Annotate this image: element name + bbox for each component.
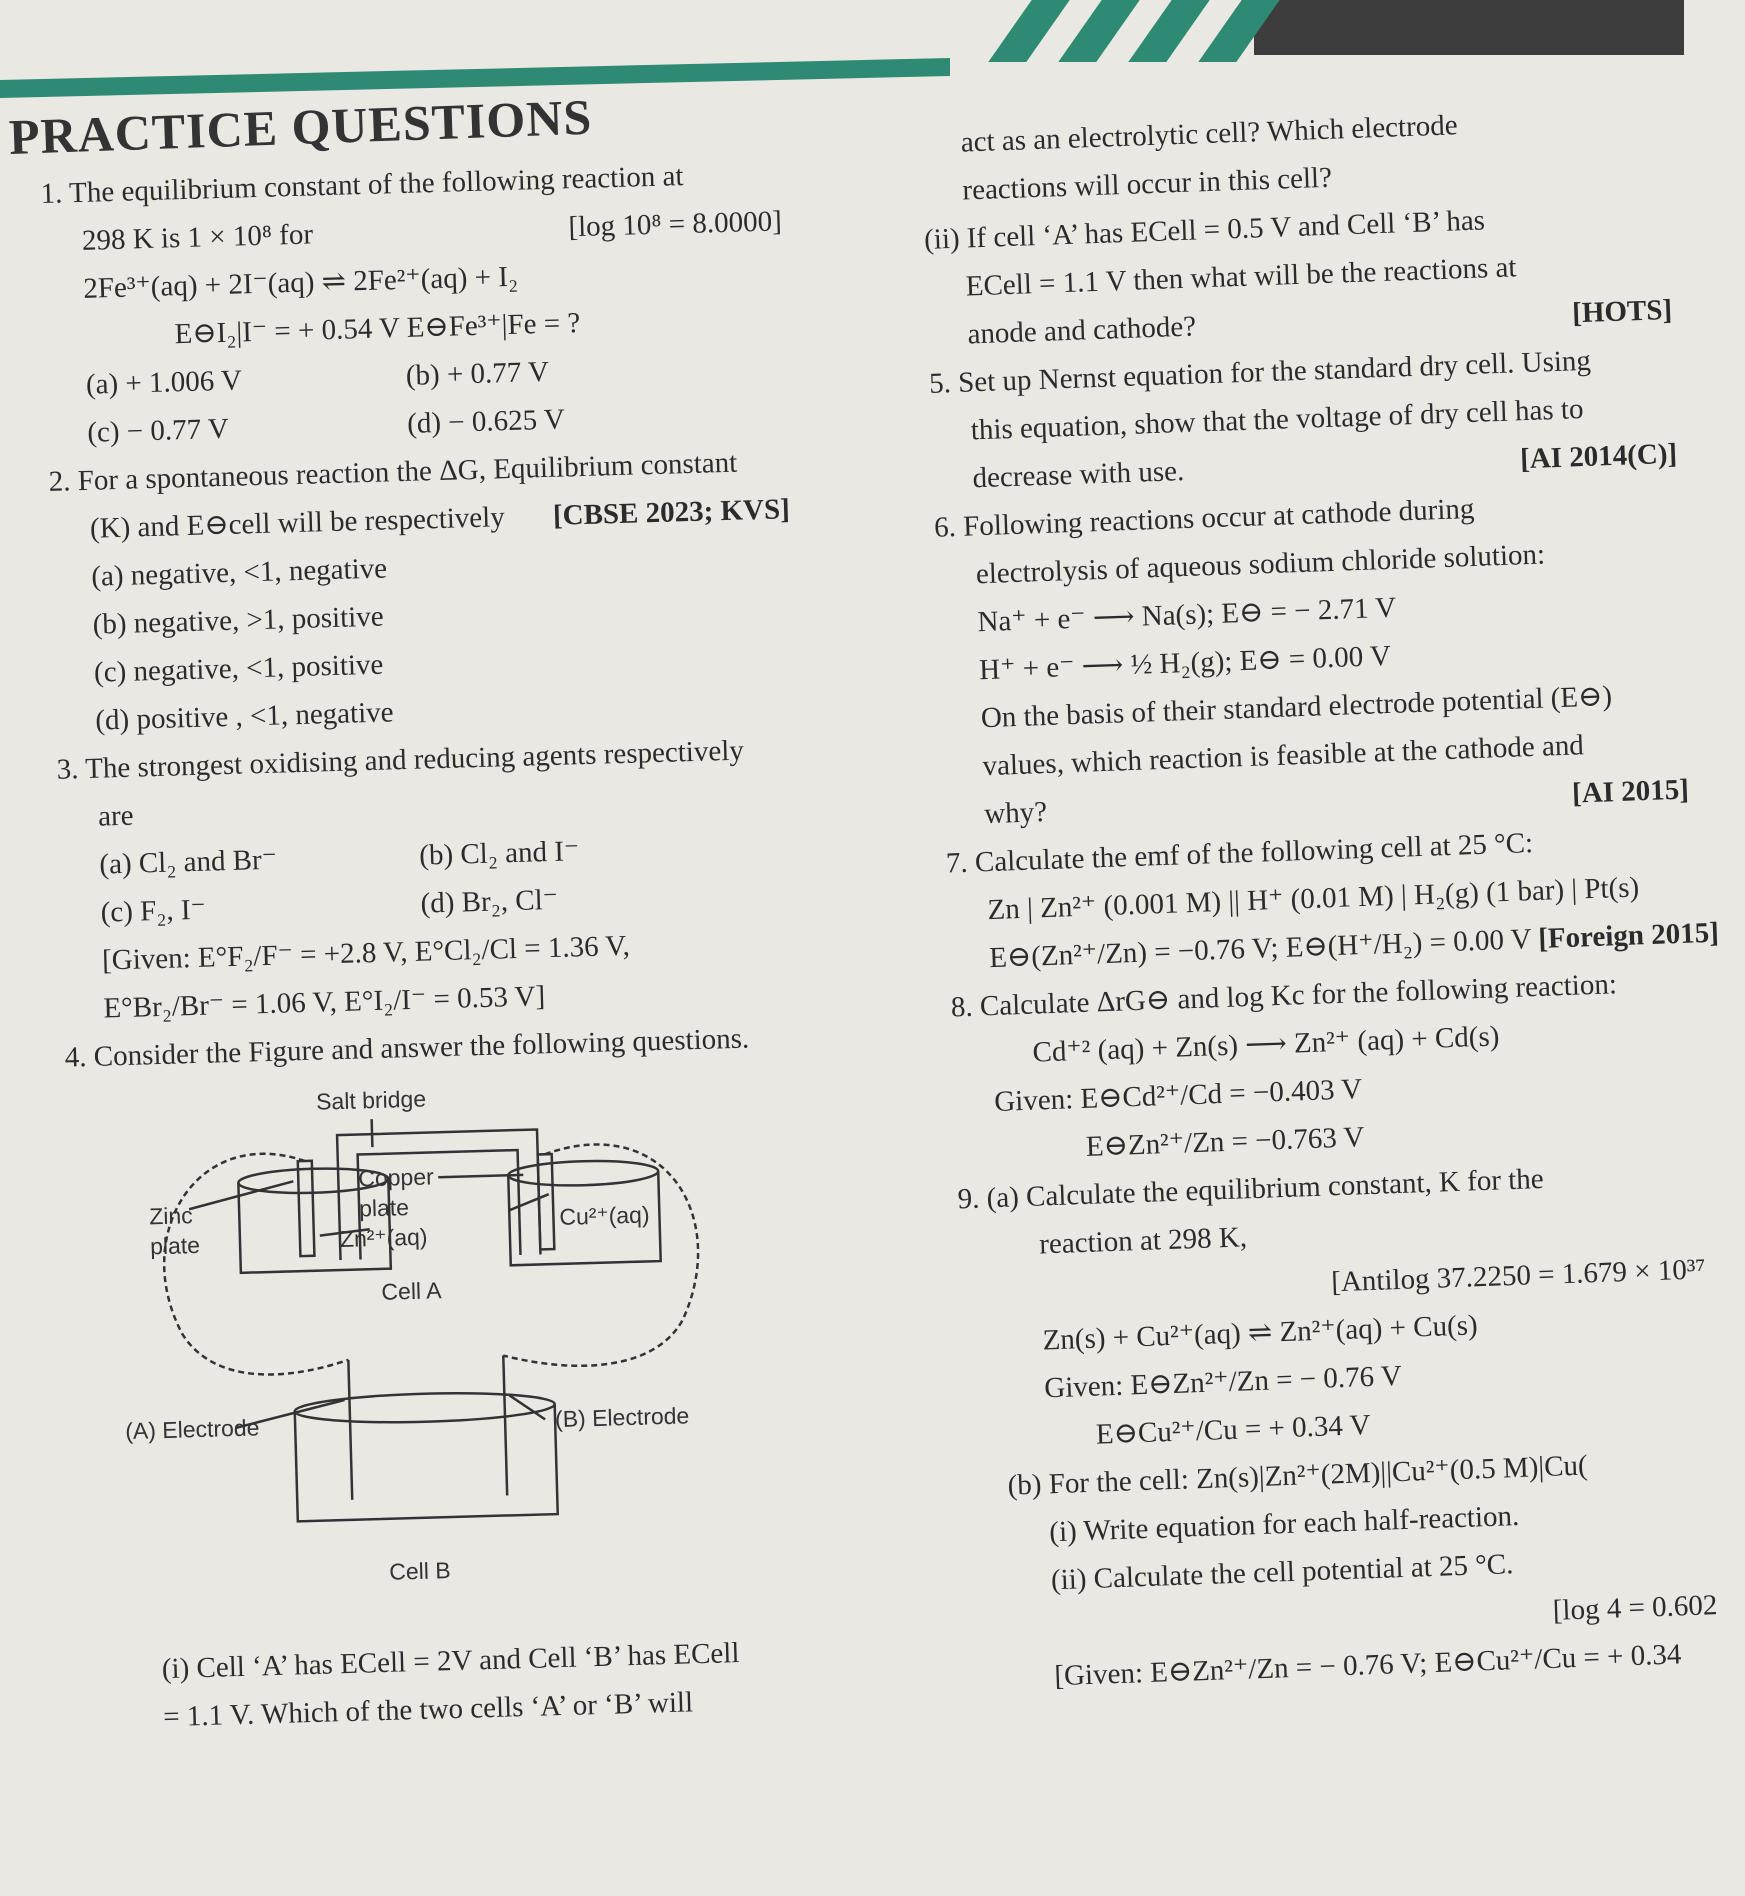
salt-bridge-arrow bbox=[372, 1119, 373, 1147]
hint-text: [log 4 = 0.602 bbox=[1552, 1589, 1718, 1627]
question-text: values, which reaction is feasible at the cathode and bbox=[982, 729, 1585, 783]
given-values: [Given: E°F₂/F⁻ = +2.8 V, E°Cl₂/Cl = 1.36 V, bbox=[101, 929, 631, 977]
page-corner-shadow bbox=[1254, 0, 1684, 55]
label-cu-aq: Cu²⁺(aq) bbox=[559, 1201, 650, 1230]
label-zinc: Zinc bbox=[148, 1202, 194, 1230]
label-salt-bridge: Salt bridge bbox=[315, 1085, 427, 1115]
subquestion-ii: (ii) If cell ‘A’ has ECell = 0.5 V and Cell ‘B’ has bbox=[923, 204, 1486, 256]
question-text: The equilibrium constant of the following reaction at bbox=[68, 160, 684, 210]
option-c: (c) − 0.77 V bbox=[86, 412, 230, 449]
option-d: (d) − 0.625 V bbox=[406, 403, 566, 440]
question-number: 3. bbox=[56, 753, 79, 786]
question-text: why? bbox=[983, 795, 1048, 831]
question-number: 4. bbox=[64, 1041, 87, 1074]
question-5 bbox=[928, 334, 1678, 504]
cell-notation: Zn | Zn²⁺ (0.001 M) || H⁺ (0.01 M) | H₂(g) (1 bar) | Pt(s) bbox=[987, 871, 1640, 927]
source-tag: [CBSE 2023; KVS] bbox=[552, 493, 791, 532]
hint-text: [log 10⁸ = 8.0000] bbox=[568, 205, 783, 244]
right-column bbox=[920, 94, 1720, 1703]
question-text: On the basis of their standard electrode potential (E⊖) bbox=[980, 680, 1613, 735]
label-copper: Copper bbox=[357, 1163, 435, 1192]
zinc-plate bbox=[298, 1161, 315, 1256]
question-number: 5. bbox=[928, 367, 952, 400]
reaction-equation: Cd⁺² (aq) + Zn(s) ⟶ Zn²⁺ (aq) + Cd(s) bbox=[1032, 1020, 1500, 1069]
source-tag: [AI 2014(C)] bbox=[1519, 437, 1678, 476]
cu-aq-arrow bbox=[509, 1194, 549, 1210]
question-text: (a) Calculate the equilibrium constant, K for the bbox=[986, 1162, 1545, 1215]
question-number: 7. bbox=[945, 846, 969, 880]
option-b: (b) negative, >1, positive bbox=[92, 600, 385, 641]
question-text: are bbox=[97, 799, 134, 833]
question-9 bbox=[957, 1149, 1720, 1703]
question-4 bbox=[64, 1013, 824, 1743]
question-text: (K) and E⊖cell will be respectively bbox=[89, 501, 506, 545]
wire-coil-left bbox=[161, 1152, 349, 1378]
source-tag: [Foreign 2015] bbox=[1537, 916, 1720, 955]
question-text: Calculate the emf of the following cell at 25 °C: bbox=[974, 827, 1534, 879]
label-cell-a: Cell A bbox=[381, 1277, 442, 1305]
option-a: (a) negative, <1, negative bbox=[90, 552, 388, 593]
header-stripe bbox=[988, 0, 1069, 62]
copper-plate bbox=[538, 1154, 555, 1249]
electrode-b-rod bbox=[503, 1356, 507, 1496]
option-c: (c) F₂, I⁻ bbox=[100, 893, 207, 929]
electrode-a-rod bbox=[348, 1360, 352, 1500]
question-2 bbox=[48, 437, 796, 746]
subquestion-i: (i) Cell ‘A’ has ECell = 2V and Cell ‘B’ has ECell bbox=[161, 1637, 740, 1686]
electrochemical-cell-figure bbox=[66, 1069, 761, 1648]
subquestion-i-cont: act as an electrolytic cell? Which electrode bbox=[960, 109, 1459, 159]
question-1 bbox=[40, 149, 788, 458]
question-number: 9. bbox=[957, 1182, 980, 1216]
label-zinc-plate: plate bbox=[149, 1231, 201, 1260]
source-tag: [AI 2015] bbox=[1571, 773, 1690, 810]
question-3 bbox=[56, 725, 804, 1034]
header-stripe bbox=[1128, 0, 1209, 62]
given-values: Given: E⊖Cd²⁺/Cd = −0.403 V bbox=[993, 1073, 1363, 1118]
question-text: Following reactions occur at cathode during bbox=[962, 492, 1475, 543]
subquestion-b-i: (i) Write equation for each half-reaction. bbox=[1048, 1499, 1520, 1549]
given-values: E⊖(Zn²⁺/Zn) = −0.76 V; E⊖(H⁺/H₂) = 0.00 V bbox=[988, 923, 1532, 975]
beaker-cell-b-rim bbox=[294, 1390, 555, 1425]
question-text: electrolysis of aqueous sodium chloride solution: bbox=[975, 538, 1546, 591]
question-text: 298 K is 1 × 10⁸ for bbox=[81, 218, 314, 257]
label-electrode-b: (B) Electrode bbox=[554, 1402, 690, 1433]
left-column bbox=[40, 149, 824, 1743]
reaction-equation: Na⁺ + e⁻ ⟶ Na(s); E⊖ = − 2.71 V bbox=[977, 591, 1397, 639]
option-a: (a) Cl₂ and Br⁻ bbox=[98, 843, 278, 881]
question-text: this equation, show that the voltage of dry cell has to bbox=[970, 393, 1584, 447]
question-text: For a spontaneous reaction the ΔG, Equilibrium constant bbox=[77, 446, 738, 498]
option-d: (d) Br₂, Cl⁻ bbox=[420, 883, 559, 920]
subquestion-b-ii: (ii) Calculate the cell potential at 25 °C. bbox=[1050, 1548, 1514, 1597]
given-values: Given: E⊖Zn²⁺/Zn = − 0.76 V bbox=[1043, 1359, 1403, 1405]
given-values: [Given: E⊖Zn²⁺/Zn = − 0.76 V; E⊖Cu²⁺/Cu = + 0.34 bbox=[1053, 1638, 1682, 1693]
header-stripe bbox=[1058, 0, 1139, 62]
section-heading: PRACTICE QUESTIONS bbox=[8, 88, 594, 165]
given-values: E⊖Zn²⁺/Zn = −0.763 V bbox=[1085, 1121, 1365, 1163]
label-zn-aq: Zn²⁺(aq) bbox=[339, 1223, 428, 1253]
subquestion-i-cont: reactions will occur in this cell? bbox=[961, 161, 1333, 207]
label-cell-b: Cell B bbox=[388, 1557, 451, 1585]
question-7 bbox=[945, 814, 1720, 984]
reaction-equation: 2Fe³⁺(aq) + 2I⁻(aq) ⇌ 2Fe²⁺(aq) + I₂ bbox=[82, 260, 519, 305]
beaker-copper-rim bbox=[508, 1159, 659, 1187]
question-text: Calculate ΔrG⊖ and log Kc for the following reaction: bbox=[979, 968, 1618, 1023]
option-c: (c) negative, <1, positive bbox=[93, 648, 384, 689]
question-text: Set up Nernst equation for the standard dry cell. Using bbox=[957, 344, 1592, 399]
source-tag: [HOTS] bbox=[1571, 293, 1673, 330]
question-text: reaction at 298 K, bbox=[1038, 1221, 1248, 1261]
reaction-equation: Zn(s) + Cu²⁺(aq) ⇌ Zn²⁺(aq) + Cu(s) bbox=[1042, 1309, 1479, 1357]
question-text: decrease with use. bbox=[971, 455, 1185, 495]
question-number: 6. bbox=[933, 511, 957, 544]
question-number: 8. bbox=[950, 990, 974, 1024]
given-values: E⊖I₂|I⁻ = + 0.54 V E⊖Fe³⁺|Fe = ? bbox=[174, 306, 581, 351]
reaction-equation: H⁺ + e⁻ ⟶ ½ H₂(g); E⊖ = 0.00 V bbox=[978, 639, 1392, 687]
question-text: The strongest oxidising and reducing agents respectively bbox=[84, 734, 745, 785]
label-copper-plate: plate bbox=[358, 1194, 410, 1222]
option-b: (b) Cl₂ and I⁻ bbox=[418, 835, 580, 872]
hint-text: [Antilog 37.2250 = 1.679 × 10³⁷ bbox=[1330, 1253, 1707, 1299]
subquestion-ii-cont: ECell = 1.1 V then what will be the reactions at bbox=[965, 251, 1517, 303]
wire-coil-right bbox=[497, 1142, 701, 1368]
subquestion-i-cont: = 1.1 V. Which of the two cells ‘A’ or ‘B’ will bbox=[162, 1686, 694, 1734]
option-a: (a) + 1.006 V bbox=[85, 364, 243, 401]
label-electrode-a: (A) Electrode bbox=[124, 1414, 260, 1445]
question-6 bbox=[933, 478, 1689, 840]
question-number: 2. bbox=[48, 465, 71, 498]
subquestion-b: (b) For the cell: Zn(s)|Zn²⁺(2M)||Cu²⁺(0.5 M)|Cu( bbox=[1007, 1449, 1589, 1502]
given-values: E⊖Cu²⁺/Cu = + 0.34 V bbox=[1095, 1409, 1372, 1451]
given-values: E°Br₂/Br⁻ = 1.06 V, E°I₂/I⁻ = 0.53 V] bbox=[102, 980, 546, 1025]
question-text: Consider the Figure and answer the following questions. bbox=[93, 1022, 750, 1073]
question-8 bbox=[950, 957, 1701, 1175]
subquestion-ii-cont: anode and cathode? bbox=[966, 310, 1197, 351]
option-d: (d) positive , <1, negative bbox=[94, 696, 394, 737]
option-b: (b) + 0.77 V bbox=[405, 355, 550, 392]
question-number: 1. bbox=[40, 177, 63, 210]
